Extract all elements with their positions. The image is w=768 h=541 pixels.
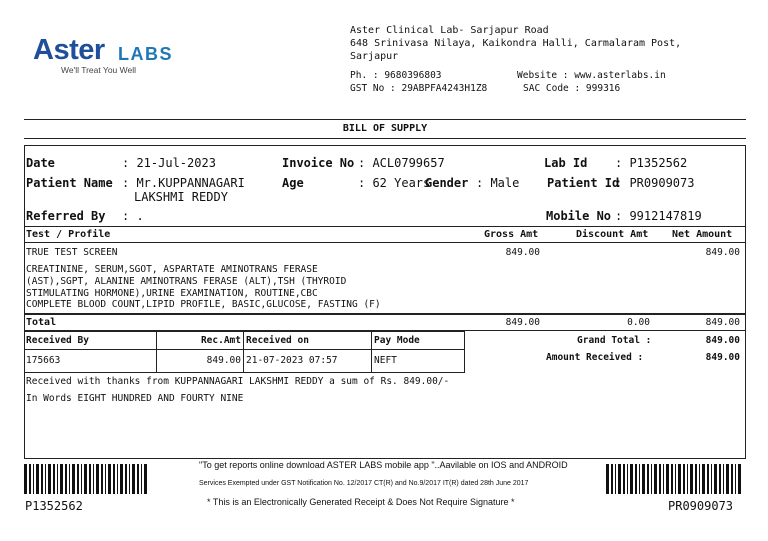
right-barcode-label: PR0909073 bbox=[668, 499, 734, 513]
test-detail-line: CREATININE, SERUM,SGOT, ASPARTATE AMINOTRANS FERASE bbox=[26, 264, 318, 275]
test-profile-header: Test / Profile bbox=[26, 229, 111, 240]
test-name: TRUE TEST SCREEN bbox=[26, 247, 118, 258]
barcode-bar bbox=[45, 464, 46, 494]
barcode-bar bbox=[33, 464, 34, 494]
pay-mode-header: Pay Mode bbox=[374, 335, 420, 346]
barcode-bar bbox=[675, 464, 676, 494]
barcode-bar bbox=[678, 464, 681, 494]
patient-name-value: : Mr.KUPPANNAGARI bbox=[122, 176, 245, 190]
barcode-bar bbox=[77, 464, 79, 494]
barcode-bar bbox=[666, 464, 669, 494]
total-discount: 0.00 bbox=[627, 317, 650, 328]
test-detail-line: STIMULATING HORMONE),URINE EXAMINATION, ROUTINE,CBC bbox=[26, 288, 318, 299]
total-top-rule bbox=[24, 313, 746, 315]
logo-aster-text: Aster bbox=[33, 34, 105, 66]
date-label: Date bbox=[26, 156, 55, 170]
received-on-header: Received on bbox=[246, 335, 309, 346]
age-label: Age bbox=[282, 176, 304, 190]
pay-mode-value: NEFT bbox=[374, 355, 397, 366]
test-detail-line: (AST),SGPT, ALANINE AMINOTRANS FERASE (ALT),TSH (THYROID bbox=[26, 276, 347, 287]
total-net: 849.00 bbox=[705, 317, 740, 328]
barcode-bar bbox=[711, 464, 712, 494]
payment-col-divider bbox=[156, 331, 157, 373]
barcode-bar bbox=[125, 464, 127, 494]
patient-name-label: Patient Name bbox=[26, 176, 113, 190]
barcode-bar bbox=[89, 464, 91, 494]
barcode-bar bbox=[41, 464, 43, 494]
tests-header-bottom-rule bbox=[24, 242, 746, 243]
barcode-bar bbox=[117, 464, 118, 494]
amount-received-value: 849.00 bbox=[705, 352, 740, 363]
amount-in-words: In Words EIGHT HUNDRED AND FOURTY NINE bbox=[26, 393, 244, 404]
barcode-bar bbox=[683, 464, 685, 494]
barcode-bar bbox=[105, 464, 106, 494]
barcode-bar bbox=[623, 464, 625, 494]
gross-amt-header: Gross Amt bbox=[484, 229, 539, 240]
barcode-bar bbox=[113, 464, 115, 494]
grand-total-value: 849.00 bbox=[705, 335, 740, 346]
barcode-bar bbox=[65, 464, 67, 494]
barcode-bar bbox=[639, 464, 640, 494]
lab-address-line2: Sarjapur bbox=[350, 51, 399, 62]
barcode-bar bbox=[53, 464, 55, 494]
patient-id-label: Patient Id bbox=[547, 176, 620, 190]
barcode-bar bbox=[72, 464, 75, 494]
barcode-bar bbox=[687, 464, 688, 494]
date-value: : 21-Jul-2023 bbox=[122, 156, 216, 170]
barcode-bar bbox=[141, 464, 142, 494]
lab-phone: Ph. : 9680396803 bbox=[350, 70, 442, 81]
title-bottom-rule bbox=[24, 138, 746, 139]
barcode-bar bbox=[702, 464, 705, 494]
left-barcode-label: P1352562 bbox=[25, 499, 83, 513]
barcode-bar bbox=[132, 464, 135, 494]
barcode-bar bbox=[60, 464, 63, 494]
barcode-bar bbox=[57, 464, 58, 494]
barcode-bar bbox=[707, 464, 709, 494]
barcode-bar bbox=[618, 464, 621, 494]
lab-id-label: Lab Id bbox=[544, 156, 588, 170]
age-value: : 62 Years bbox=[358, 176, 431, 190]
net-amount-header: Net Amount bbox=[672, 229, 733, 240]
payment-col-divider bbox=[243, 331, 244, 373]
lab-sac: SAC Code : 999316 bbox=[523, 83, 621, 94]
barcode-bar bbox=[144, 464, 147, 494]
received-by-value: 175663 bbox=[26, 355, 61, 366]
barcode-bar bbox=[81, 464, 82, 494]
barcode-bar bbox=[714, 464, 717, 494]
barcode-bar bbox=[36, 464, 39, 494]
barcode-bar bbox=[635, 464, 637, 494]
barcode-bar bbox=[731, 464, 733, 494]
lab-address-line1: 648 Srinivasa Nilaya, Kaikondra Halli, Carmalaram Post, bbox=[350, 38, 682, 49]
left-barcode bbox=[24, 464, 147, 494]
patient-id-value: : PR0909073 bbox=[615, 176, 695, 190]
barcode-bar bbox=[723, 464, 724, 494]
total-gross: 849.00 bbox=[505, 317, 540, 328]
barcode-bar bbox=[671, 464, 673, 494]
barcode-bar bbox=[627, 464, 628, 494]
barcode-bar bbox=[735, 464, 736, 494]
barcode-bar bbox=[137, 464, 139, 494]
barcode-bar bbox=[129, 464, 130, 494]
gender-value: : Male bbox=[476, 176, 520, 190]
receipt-line: Received with thanks from KUPPANNAGARI LAKSHMI REDDY a sum of Rs. 849.00/- bbox=[26, 376, 450, 387]
test-detail-line: COMPLETE BLOOD COUNT,LIPID PROFILE, BASIC,GLUCOSE, FASTING (F) bbox=[26, 299, 381, 310]
barcode-bar bbox=[69, 464, 70, 494]
mobile-label: Mobile No bbox=[546, 209, 612, 223]
barcode-bar bbox=[659, 464, 661, 494]
logo-tagline: We'll Treat You Well bbox=[61, 65, 137, 75]
barcode-bar bbox=[726, 464, 729, 494]
patient-name-value-cont: LAKSHMI REDDY bbox=[134, 190, 228, 204]
barcode-bar bbox=[695, 464, 697, 494]
received-by-header: Received By bbox=[26, 335, 89, 346]
payment-col-divider bbox=[371, 331, 372, 373]
barcode-bar bbox=[29, 464, 31, 494]
gender-label: Gender bbox=[425, 176, 469, 190]
payment-header-rule bbox=[24, 349, 465, 350]
invoice-label: Invoice No bbox=[282, 156, 355, 170]
barcode-bar bbox=[663, 464, 664, 494]
barcode-bar bbox=[24, 464, 27, 494]
barcode-bar bbox=[93, 464, 94, 494]
tests-header-top-rule bbox=[24, 226, 746, 227]
barcode-bar bbox=[611, 464, 613, 494]
barcode-bar bbox=[699, 464, 700, 494]
gst-exemption-note: Services Exempted under GST Notification No. 12/2017 CT(R) and No.9/2017 IT(R) dated 28th June 2017 bbox=[199, 480, 529, 487]
barcode-bar bbox=[120, 464, 123, 494]
barcode-bar bbox=[615, 464, 616, 494]
barcode-bar bbox=[642, 464, 645, 494]
invoice-value: : ACL0799657 bbox=[358, 156, 445, 170]
barcode-bar bbox=[48, 464, 51, 494]
barcode-bar bbox=[690, 464, 693, 494]
lab-gst: GST No : 29ABPFA4243H1Z8 bbox=[350, 83, 488, 94]
discount-amt-header: Discount Amt bbox=[576, 229, 649, 240]
amount-received-label: Amount Received : bbox=[546, 352, 644, 363]
title-top-rule bbox=[24, 119, 746, 120]
barcode-bar bbox=[96, 464, 99, 494]
barcode-bar bbox=[651, 464, 652, 494]
total-label: Total bbox=[26, 317, 57, 328]
barcode-bar bbox=[108, 464, 111, 494]
rec-amt-header: Rec.Amt bbox=[200, 335, 241, 346]
barcode-bar bbox=[101, 464, 103, 494]
right-barcode bbox=[606, 464, 743, 494]
lab-id-value: : P1352562 bbox=[615, 156, 688, 170]
app-download-note: "To get reports online download ASTER LABS mobile app "..Aavilable on IOS and ANDROID bbox=[199, 460, 568, 470]
aster-labs-logo bbox=[33, 34, 173, 78]
barcode-bar bbox=[606, 464, 609, 494]
barcode-bar bbox=[84, 464, 87, 494]
barcode-bar bbox=[647, 464, 649, 494]
logo-labs-text: LABS bbox=[118, 44, 173, 64]
referred-by-value: : . bbox=[122, 209, 144, 223]
signature-note: * This is an Electronically Generated Receipt & Does Not Require Signature * bbox=[207, 497, 515, 507]
test-gross-amt: 849.00 bbox=[505, 247, 540, 258]
barcode-bar bbox=[630, 464, 633, 494]
barcode-bar bbox=[654, 464, 657, 494]
test-net-amt: 849.00 bbox=[705, 247, 740, 258]
referred-by-label: Referred By bbox=[26, 209, 106, 223]
lab-name: Aster Clinical Lab- Sarjapur Road bbox=[350, 25, 549, 36]
mobile-value: : 9912147819 bbox=[615, 209, 702, 223]
received-on-value: 21-07-2023 07:57 bbox=[246, 355, 338, 366]
barcode-bar bbox=[738, 464, 741, 494]
barcode-bar bbox=[719, 464, 721, 494]
document-title: BILL OF SUPPLY bbox=[342, 123, 428, 134]
rec-amt-value: 849.00 bbox=[206, 355, 241, 366]
grand-total-label: Grand Total : bbox=[577, 335, 652, 346]
lab-website: Website : www.asterlabs.in bbox=[517, 70, 666, 81]
